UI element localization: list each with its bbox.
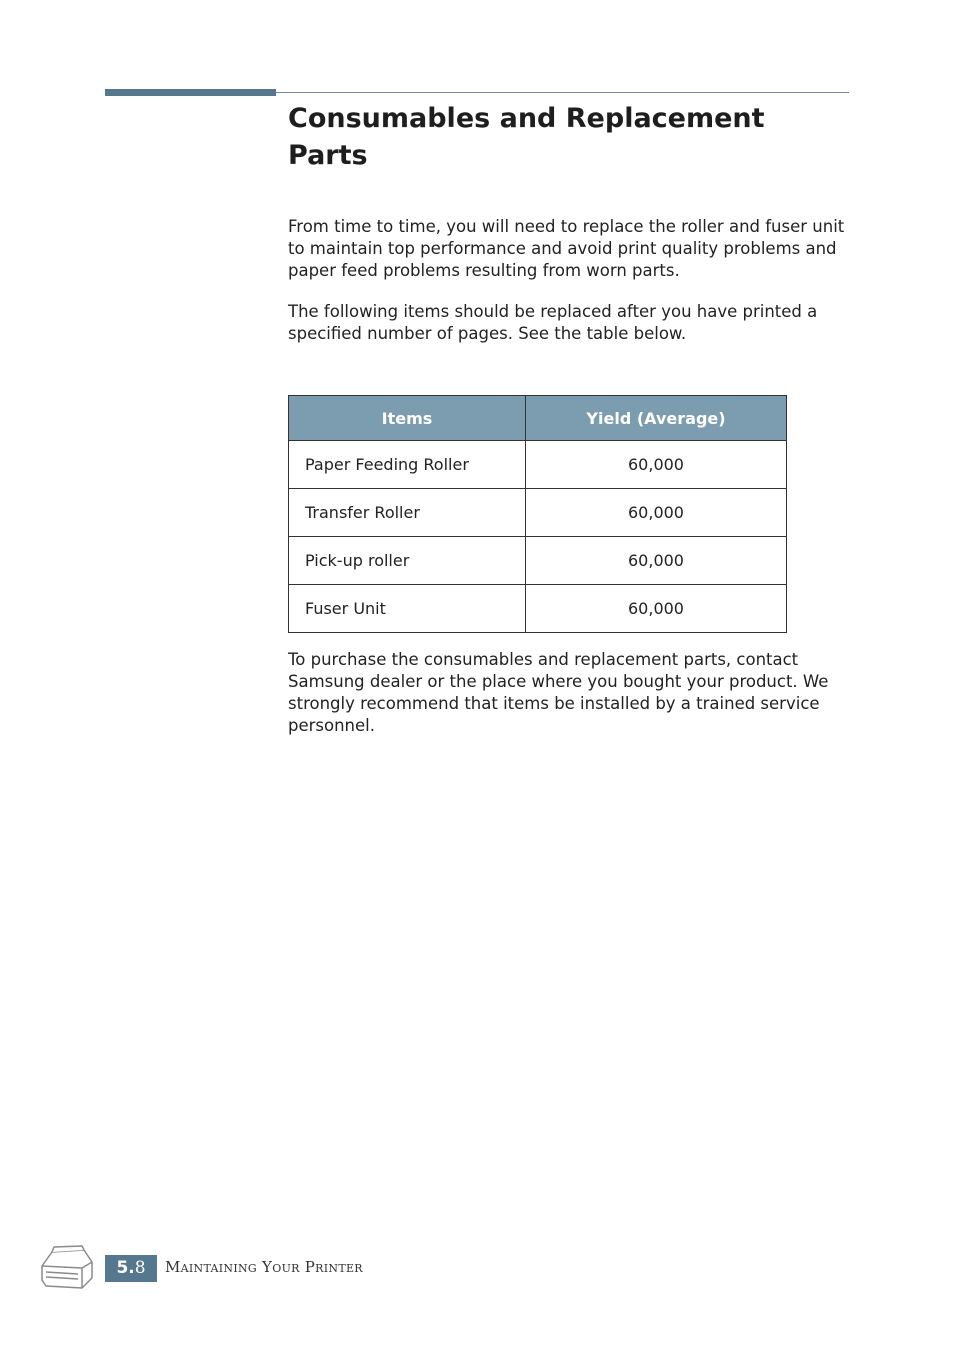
item-cell: Pick-up roller — [289, 537, 526, 585]
table-row — [289, 489, 787, 537]
item-cell: Transfer Roller — [289, 489, 526, 537]
purchase-paragraph: To purchase the consumables and replacement parts, contact Samsung dealer or the place where you bought your product. We strongly recommend that items be installed by a trained service personnel. — [288, 650, 829, 735]
yield-cell: 60,000 — [526, 537, 787, 585]
yield-cell: 60,000 — [526, 489, 787, 537]
chapter-number: 5. — [116, 1258, 135, 1278]
table-row — [289, 585, 787, 633]
footer-section-title: Maintaining Your Printer — [165, 1258, 363, 1276]
item-cell: Paper Feeding Roller — [289, 441, 526, 489]
table-row — [289, 441, 787, 489]
page-title: Consumables and Replacement Parts — [288, 103, 765, 171]
header-rule-line — [276, 92, 849, 93]
replacement-parts-table — [288, 395, 787, 633]
table-header-row — [289, 396, 787, 441]
header-rule-accent — [105, 89, 276, 96]
page-number-badge — [105, 1255, 157, 1282]
page-number: 8 — [134, 1258, 146, 1278]
item-cell: Fuser Unit — [289, 585, 526, 633]
printer-icon — [38, 1244, 96, 1292]
column-header-yield: Yield (Average) — [526, 396, 787, 441]
yield-cell: 60,000 — [526, 441, 787, 489]
table-lead-paragraph: The following items should be replaced after you have printed a specified number of pages. See the table below. — [288, 302, 818, 343]
column-header-items: Items — [289, 396, 526, 441]
yield-cell: 60,000 — [526, 585, 787, 633]
table-row — [289, 537, 787, 585]
intro-paragraph: From time to time, you will need to replace the roller and fuser unit to maintain top performance and avoid print quality problems and paper feed problems resulting from worn parts. — [288, 217, 845, 280]
